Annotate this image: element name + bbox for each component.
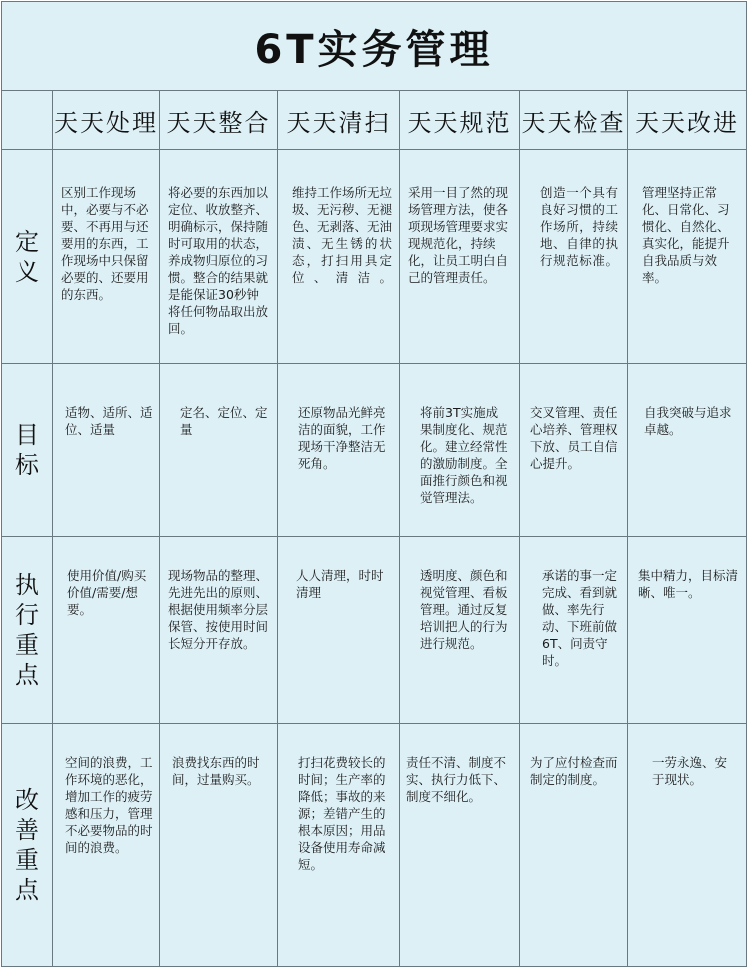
page-title: 6T实务管理 [2, 2, 746, 91]
table-cell: 还原物品光鲜亮洁的面貌，工作现场干净整洁无死角。 [278, 364, 400, 537]
table-cell: 集中精力，目标清晰、唯一。 [628, 537, 746, 724]
management-table [1, 1, 747, 967]
table-cell: 定名、定位、定量 [160, 364, 278, 537]
table-cell: 人人清理，时时清理 [278, 537, 400, 724]
table-cell: 采用一目了然的现场管理方法，使各项现场管理要求实现规范化，持续化，让员工明白自己的管理责任。 [400, 150, 520, 364]
table-cell: 将前3T实施成果制度化、规范化。建立经常性的激励制度。全面推行颜色和视觉管理法。 [400, 364, 520, 537]
column-header: 天天处理 [53, 91, 160, 150]
table-cell: 管理坚持正常化、日常化、习惯化、自然化、真实化，能提升自我品质与效率。 [628, 150, 746, 364]
table-cell: 创造一个具有良好习惯的工作场所，持续地、自律的执行规范标准。 [520, 150, 628, 364]
table-cell: 浪费找东西的时间，过量购买。 [160, 724, 278, 966]
table-cell: 打扫花费较长的时间；生产率的降低；事故的来源；差错产生的根本原因；用品设备使用寿命减短。 [278, 724, 400, 966]
table-cell: 维持工作场所无垃圾、无污秽、无褪色、无剥落、无油渍、无生锈的状态，打扫用具定位、清洁。 [278, 150, 400, 364]
table-cell: 承诺的事一定完成、看到就做、率先行动、下班前做6T、问责守时。 [520, 537, 628, 724]
table-cell: 区别工作现场中，必要与不必要、不再用与还要用的东西，工作现场中只保留必要的、还要用的东西。 [53, 150, 160, 364]
table-cell: 为了应付检查而制定的制度。 [520, 724, 628, 966]
table-cell: 一劳永逸、安于现状。 [652, 755, 728, 787]
corner-cell [2, 91, 53, 150]
table-cell: 使用价值/购买价值/需要/想要。 [53, 537, 160, 724]
table-cell: 责任不清、制度不实、执行力低下、制度不细化。 [400, 724, 520, 966]
column-header: 天天检查 [520, 91, 628, 150]
column-header: 天天整合 [160, 91, 278, 150]
column-header: 天天改进 [628, 91, 746, 150]
row-label: 定义 [2, 150, 53, 364]
column-header: 天天清扫 [278, 91, 400, 150]
table-cell: 现场物品的整理、先进先出的原则、根据使用频率分层保管、按使用时间长短分开存放。 [160, 537, 278, 724]
row-label: 改善重点 [2, 724, 53, 966]
row-label: 目标 [2, 364, 53, 537]
table-cell: 将必要的东西加以定位、收放整齐、明确标示，保持随时可取用的状态，养成物归原位的习惯。整合的结果就是能保证30秒钟将任何物品取出放回。 [160, 150, 278, 364]
row-label: 执行重点 [2, 537, 53, 724]
table-cell: 交叉管理、责任心培养、管理权下放、员工自信心提升。 [520, 364, 628, 537]
table-cell: 空间的浪费，工作环境的恶化，增加工作的疲劳感和压力，管理不必要物品的时间的浪费。 [53, 724, 160, 966]
table-cell: 自我突破与追求卓越。 [628, 364, 746, 537]
column-header: 天天规范 [400, 91, 520, 150]
table-cell: 透明度、颜色和视觉管理、看板管理。通过反复培训把人的行为进行规范。 [400, 537, 520, 724]
table-cell: 适物、适所、适位、适量 [53, 364, 160, 537]
